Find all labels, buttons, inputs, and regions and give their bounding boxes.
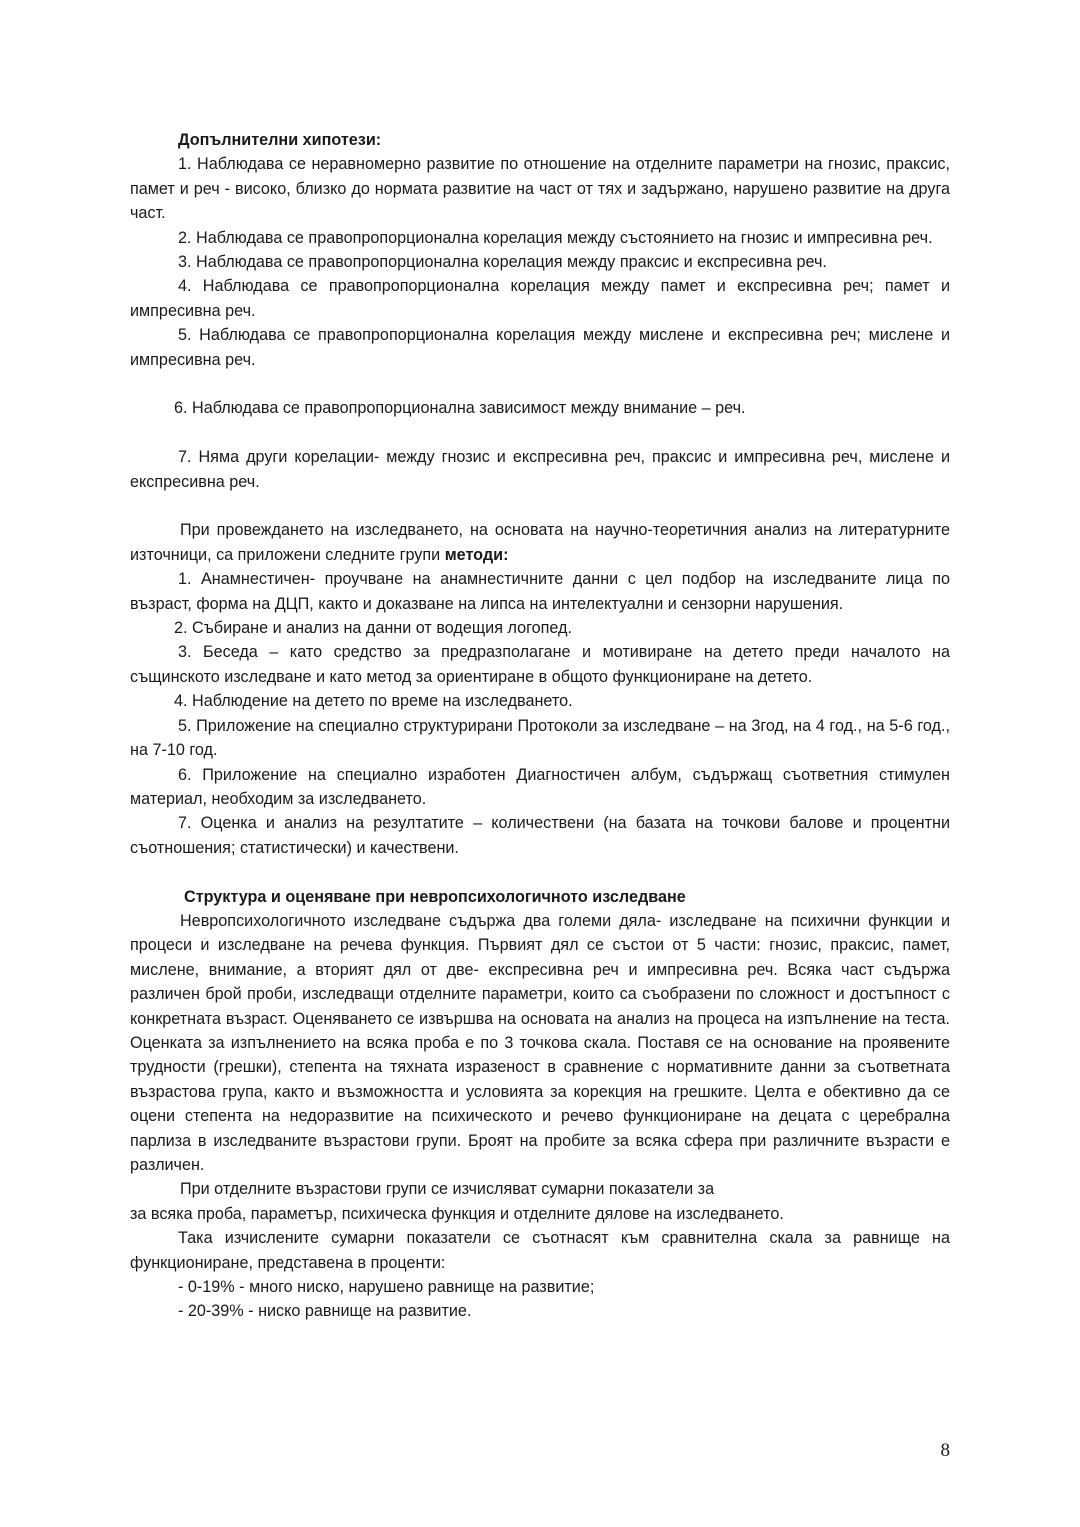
structure-title: Структура и оценяване при невропсихологичното изследване bbox=[184, 887, 686, 906]
page-content bbox=[130, 128, 950, 1324]
hypothesis-6: 6. Наблюдава се правопропорционална зависимост между внимание – реч. bbox=[174, 399, 746, 418]
method-2: 2. Събиране и анализ на данни от водещия логопед. bbox=[174, 619, 572, 638]
spacer bbox=[130, 372, 950, 396]
summary-line-2: за всяка проба, параметър, психическа функция и отделните дялове на изследването. bbox=[130, 1204, 784, 1223]
method-6: 6. Приложение на специално изработен Диагностичен албум, съдържащ съответния стимулен материал, необходим за изследването. bbox=[130, 765, 950, 808]
spacer bbox=[130, 421, 950, 445]
hypothesis-5: 5. Наблюдава се правопропорционална корелация между мислене и експресивна реч; мислене и импресивна реч. bbox=[130, 326, 950, 369]
structure-paragraph: Невропсихологичното изследване съдържа два големи дяла- изследване на психични функции и процеси и изследване на речева функция. Първият дял се състои от 5 части: гнозис, праксис, памет, мислене, внимание, а вторият дял от две- експресивна реч и импресивна реч. Всяка част съдържа различен брой проби, изследващи отделните параметри, които са съобразени по сложност и достъпност с конкретната възраст. Оценяването се извършва на основата на анализ на процеса на изпълнение на теста. Оценката за изпълнението на всяка проба е по 3 точкова скала. Поставя се на основание на проявените трудности (грешки), степента на тяхната изразеност в сравнение с нормативните данни за съответната възрастова група, както и възможността и условията за корекция на грешките. Целта е обективно да се оцени степента на недоразвитие на психическото и речево функциониране на децата с церебрална парлиза в изследваните възрастови групи. Броят на пробите за всяка сфера при различните възрасти е различен. bbox=[130, 911, 950, 1174]
methods-intro-bold: методи: bbox=[444, 545, 509, 564]
spacer bbox=[130, 494, 950, 518]
hypothesis-2: 2. Наблюдава се правопропорционална корелация между състоянието на гнозис и импресивна реч. bbox=[178, 228, 933, 247]
hypothesis-4: 4. Наблюдава се правопропорционална корелация между памет и експресивна реч; памет и импресивна реч. bbox=[130, 277, 950, 320]
method-4: 4. Наблюдение на детето по време на изследването. bbox=[174, 692, 573, 711]
method-5: 5. Приложение на специално структурирани Протоколи за изследване – на 3год, на 4 год., на 5-6 год., на 7-10 год. bbox=[130, 716, 950, 760]
scale-text: Така изчислените сумарни показатели се съотнасят към сравнителна скала за равнище на функциониране, представена в проценти: bbox=[130, 1229, 950, 1272]
level-item: - 20-39% - ниско равнище на развитие. bbox=[178, 1302, 472, 1321]
hypothesis-7: 7. Няма други корелации- между гнозис и експресивна реч, праксис и импресивна реч, мислене и експресивна реч. bbox=[130, 448, 950, 491]
summary-line-1: При отделните възрастови групи се изчисляват сумарни показатели за bbox=[180, 1180, 715, 1199]
method-3: 3. Беседа – като средство за предразполагане и мотивиране на детето преди началото на същинското изследване и като метод за ориентиране в общото функциониране на детето. bbox=[130, 643, 950, 686]
hypothesis-1: 1. Наблюдава се неравномерно развитие по отношение на отделните параметри на гнозис, праксис, памет и реч - високо, близко до нормата развитие на част от тях и задържано, нарушено развитие на друга част. bbox=[130, 155, 950, 223]
level-item: - 0-19% - много ниско, нарушено равнище на развитие; bbox=[178, 1278, 595, 1297]
methods-intro bbox=[130, 518, 950, 567]
method-7: 7. Оценка и анализ на резултатите – количествени (на базата на точкови балове и процентни съотношения; статистически) и качествени. bbox=[130, 814, 950, 857]
page-number: 8 bbox=[940, 1440, 950, 1461]
hypotheses-title: Допълнителни хипотези: bbox=[178, 131, 382, 149]
hypothesis-3: 3. Наблюдава се правопропорционална корелация между праксис и експресивна реч. bbox=[178, 253, 827, 272]
methods-intro-text: При провеждането на изследването, на основата на научно-теоретичния анализ на литературните източници, са приложени следните групи bbox=[130, 521, 950, 564]
spacer bbox=[130, 860, 950, 884]
method-1: 1. Анамнестичен- проучване на анамнестичните данни с цел подбор на изследваните лица по възраст, форма на ДЦП, както и доказване на липса на интелектуални и сензорни нарушения. bbox=[130, 570, 950, 613]
